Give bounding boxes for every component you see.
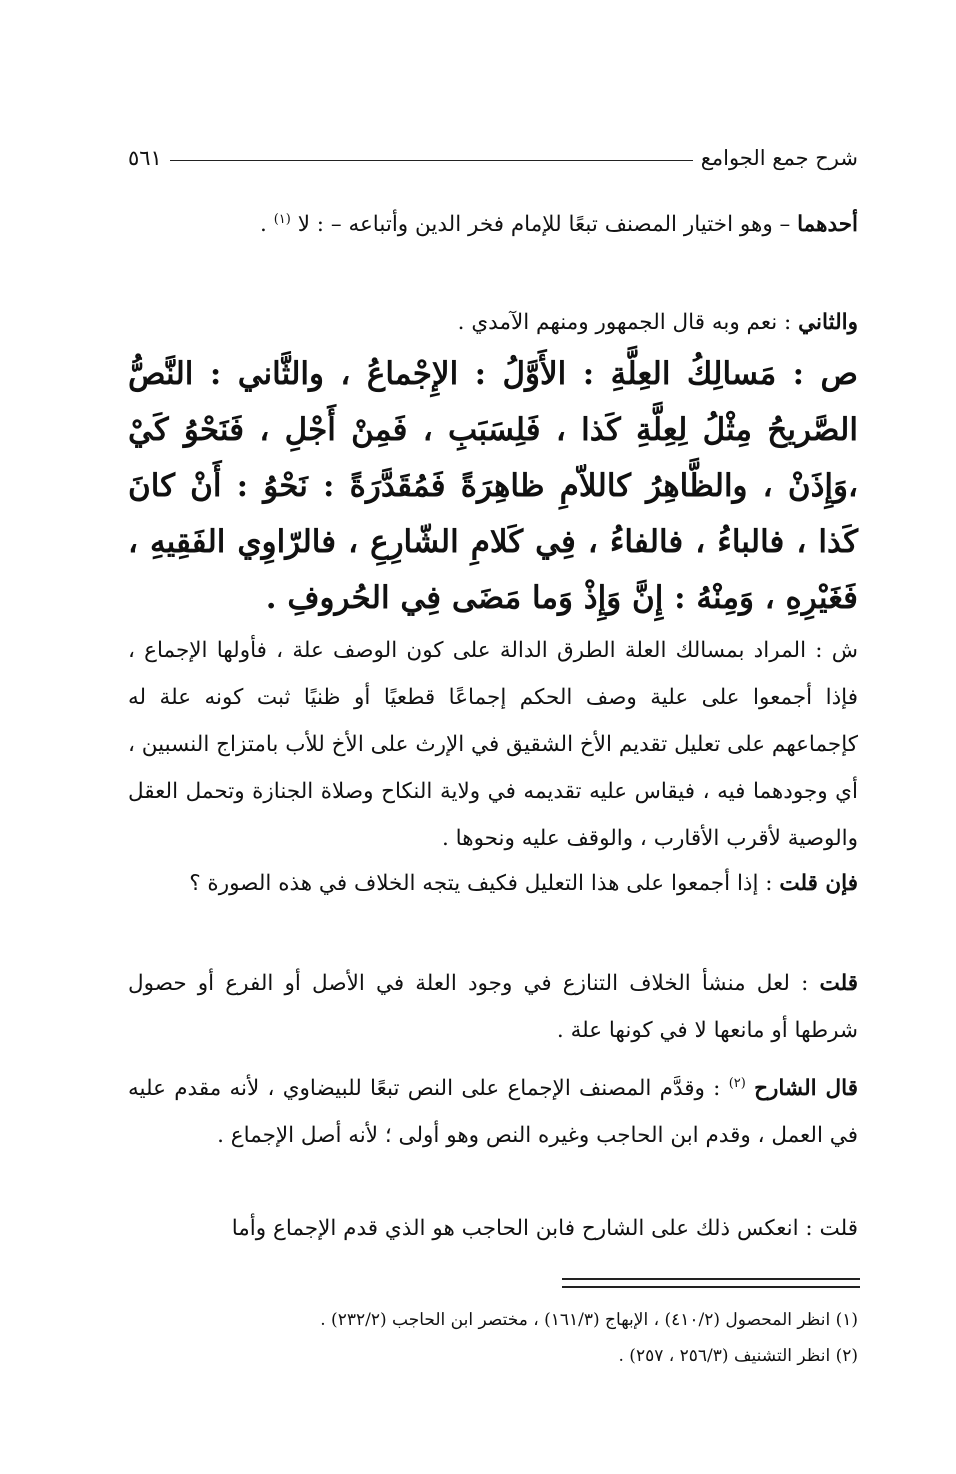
footnote-2: (٢) انظر التشنيف (٢٥٦/٣ ، ٢٥٧) . bbox=[618, 1346, 858, 1366]
paragraph-commentator bbox=[128, 1060, 858, 1159]
paragraph-last bbox=[128, 1205, 858, 1252]
keyword-first: أحدهما bbox=[797, 212, 858, 238]
matn-paragraph: ص : مَسالِكُ العِلَّةِ : الأَوَّلُ : الإِجْماعُ ، والثَّاني : النَّصُّ الصَّريحُ مِثْلُ لِعِلَّةِ كَذا ، فَلِسَبَبِ ، فَمِنْ أَجْلِ ، فَنَحْوُ كَيْ ،وَإِذَنْ ، والظَّاهِرُ كاللاّمِ ظاهِرَةً فَمُقَدَّرَةً : نَحْوُ : أَنْ كانَ كَذا ، فالباءُ ، فالفاءُ ، فِي كَلامِ الشّارِعِ ، فالرّاوِي الفَقِيهِ ، فَغَيْرِهِ ، وَمِنْهُ : إِنَّ وَإِذْ وَما مَضَى فِي الحُروفِ . bbox=[128, 356, 858, 616]
paragraph-first-opinion bbox=[128, 196, 858, 248]
paragraph-text: قلت : انعكس ذلك على الشارح فابن الحاجب هو الذي قدم الإجماع وأما bbox=[231, 1216, 858, 1241]
paragraph-text: : لعل منشأ الخلاف التنازع في وجود العلة في الأصل أو الفرع أو حصول شرطها أو مانعها لا في كونها علة . bbox=[128, 971, 858, 1043]
keyword-answer: قلت bbox=[819, 971, 858, 996]
keyword-question: فإن قلت bbox=[779, 871, 858, 896]
paragraph-answer bbox=[128, 960, 858, 1054]
keyword-commentator: قال الشارح bbox=[754, 1076, 859, 1102]
sharh-paragraph: ش : المراد بمسالك العلة الطرق الدالة على كون الوصف علة ، فأولها الإجماع ، فإذا أجمعوا على علية وصف الحكم إجماعًا قطعيًا أو ظنيًا ثبت كونه علة له كإجماعهم على تعليل تقديم الأخ الشقيق في الإرث على الأخ للأب بامتزاج النسبين ، أي وجودهما فيه ، فيقاس عليه تقديمه في ولاية النكاح وصلاة الجنازة وتحمل العقل والوصية لأقرب الأقارب ، والوقف عليه ونحوها . bbox=[128, 638, 858, 851]
paragraph-second-opinion bbox=[128, 299, 858, 346]
footnotes bbox=[128, 1302, 858, 1374]
page-number: ٥٦١ bbox=[128, 146, 162, 170]
book-title: شرح جمع الجوامع bbox=[700, 146, 858, 170]
paragraph-text: : نعم وبه قال الجمهور ومنهم الآمدي . bbox=[457, 310, 799, 335]
header-rule bbox=[170, 160, 693, 161]
footnote-1: (١) انظر المحصول (٤١٠/٢) ، الإبهاج (١٦١/٣) ، مختصر ابن الحاجب (٢٣٢/٢) . bbox=[320, 1310, 858, 1330]
sharh-text bbox=[128, 627, 858, 862]
paragraph-question bbox=[128, 860, 858, 907]
paragraph-text: : إذا أجمعوا على هذا التعليل فكيف يتجه الخلاف في هذه الصورة ؟ bbox=[189, 871, 780, 896]
paragraph-end: . bbox=[260, 212, 274, 238]
footnote-ref-1: (١) bbox=[273, 212, 291, 227]
paragraph-text: : وقدَّم المصنف الإجماع على النص تبعًا للبيضاوي ، لأنه مقدم عليه في العمل ، وقدم ابن الحاجب وغيره النص وهو أولى ؛ لأنه أصل الإجماع . bbox=[128, 1076, 858, 1149]
footnote-ref-2: (٢) bbox=[728, 1076, 746, 1091]
matn-text bbox=[128, 346, 858, 626]
running-header bbox=[128, 138, 858, 178]
paragraph-text: – وهو اختيار المصنف تبعًا للإمام فخر الدين وأتباعه – : لا bbox=[290, 212, 798, 238]
keyword-second: والثاني bbox=[798, 310, 858, 335]
footnote-separator bbox=[562, 1278, 860, 1288]
